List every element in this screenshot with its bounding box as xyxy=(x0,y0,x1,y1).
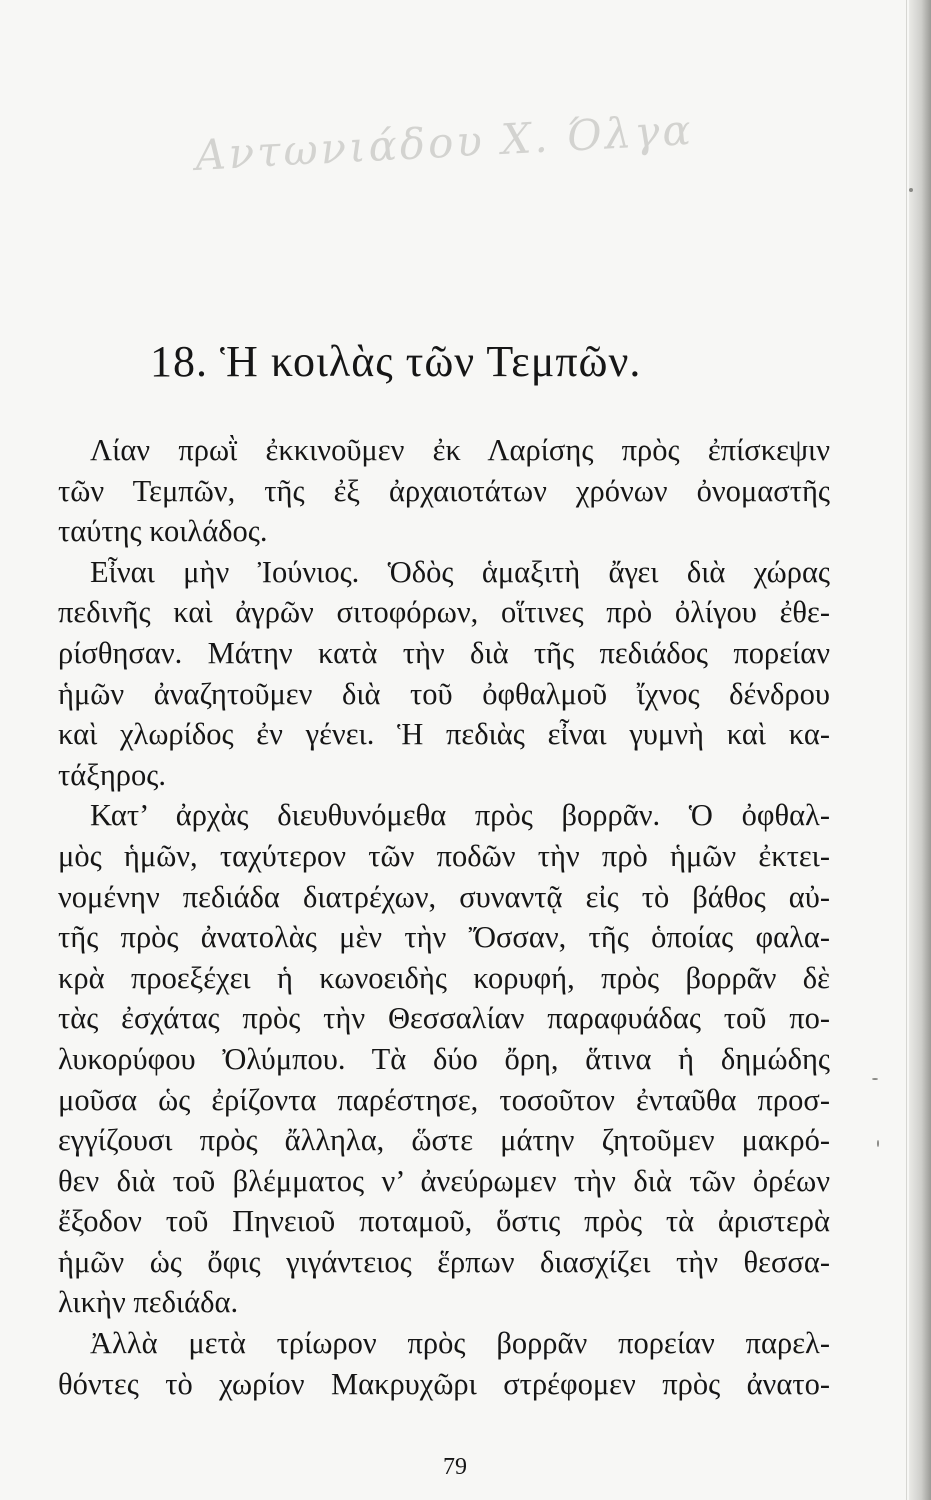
margin-speck xyxy=(877,1140,879,1147)
text-line: Λίαν πρωῒ ἐκκινοῦμεν ἐκ Λαρίσης πρὸς ἐπίσκεψιν xyxy=(90,433,830,467)
text-line: πεδινῆς καὶ ἀγρῶν σιτοφόρων, οἵτινες πρὸ ὀλίγου ἐθε- xyxy=(58,595,830,630)
text-line: τῶν Τεμπῶν, τῆς ἐξ ἀρχαιοτάτων χρόνων ὀνομαστῆς xyxy=(58,473,830,508)
text-line: θεν διὰ τοῦ βλέμματος ν’ ἀνεύρωμεν τὴν διὰ τῶν ὀρέων xyxy=(58,1163,830,1198)
text-line: λικὴν πεδιάδα. xyxy=(58,1285,239,1320)
text-line: Εἶναι μὴν Ἰούνιος. Ὁδὸς ἁμαξιτὴ ἄγει διὰ χώρας xyxy=(90,554,830,589)
body-text xyxy=(58,430,830,1404)
text-line: ρίσθησαν. Μάτην κατὰ τὴν διὰ τῆς πεδιάδος πορείαν xyxy=(58,635,830,670)
text-line: Ἀλλὰ μετὰ τρίωρον πρὸς βορρᾶν πορείαν παρελ- xyxy=(90,1326,830,1361)
text-line: Κατ’ ἀρχὰς διευθυνόμεθα πρὸς βορρᾶν. Ὁ ὀφθαλ- xyxy=(90,798,830,833)
text-line: λυκορύφου Ὀλύμπου. Τὰ δύο ὄρη, ἅτινα ἡ δημώδης xyxy=(58,1041,830,1076)
text-line: θόντες τὸ χωρίον Μακρυχῶρι στρέφομεν πρὸς ἀνατο- xyxy=(58,1366,830,1401)
text-line: εγγίζουσι πρὸς ἄλληλα, ὥστε μάτην ζητοῦμεν μακρό- xyxy=(58,1123,830,1158)
text-line: τάξηρος. xyxy=(58,757,166,792)
text-line: τῆς πρὸς ἀνατολὰς μὲν τὴν Ὄσσαν, τῆς ὁποίας φαλα- xyxy=(58,920,830,955)
text-line: ἡμῶν ὡς ὄφις γιγάντειος ἕρπων διασχίζει τὴν θεσσα- xyxy=(58,1244,830,1279)
page-number: 79 xyxy=(443,1454,467,1480)
margin-speck xyxy=(909,188,913,192)
text-line: τὰς ἐσχάτας πρὸς τὴν Θεσσαλίαν παραφυάδας τοῦ πο- xyxy=(58,1001,830,1036)
text-line: νομένην πεδιάδα διατρέχων, συναντᾷ εἰς τὸ βάθος αὐ- xyxy=(58,879,830,914)
page-edge-line xyxy=(906,0,907,1500)
margin-speck xyxy=(872,1078,878,1080)
handwritten-signature: Αντωνιάδου Χ. Όλγα xyxy=(194,104,695,181)
text-line: μοῦσα ὡς ἐρίζοντα παρέστησε, τοσοῦτον ἐνταῦθα προσ- xyxy=(58,1082,830,1117)
text-line: μὸς ἡμῶν, ταχύτερον τῶν ποδῶν τὴν πρὸ ἡμῶν ἐκτει- xyxy=(58,838,830,873)
page-edge-shadow xyxy=(909,0,931,1500)
text-line: ἡμῶν ἀναζητοῦμεν διὰ τοῦ ὀφθαλμοῦ ἴχνος δένδρου xyxy=(58,676,830,711)
text-line: καὶ χλωρίδος ἐν γένει. Ἡ πεδιὰς εἶναι γυμνὴ καὶ κα- xyxy=(58,717,830,752)
text-line: κρὰ προεξέχει ἡ κωνοειδὴς κορυφή, πρὸς βορρᾶν δὲ xyxy=(58,960,830,995)
text-line: ἔξοδον τοῦ Πηνειοῦ ποταμοῦ, ὅστις πρὸς τὰ ἀριστερὰ xyxy=(58,1204,830,1239)
chapter-title: 18. Ἡ κοιλὰς τῶν Τεμπῶν. xyxy=(150,337,642,386)
text-line: ταύτης κοιλάδος. xyxy=(58,514,268,549)
